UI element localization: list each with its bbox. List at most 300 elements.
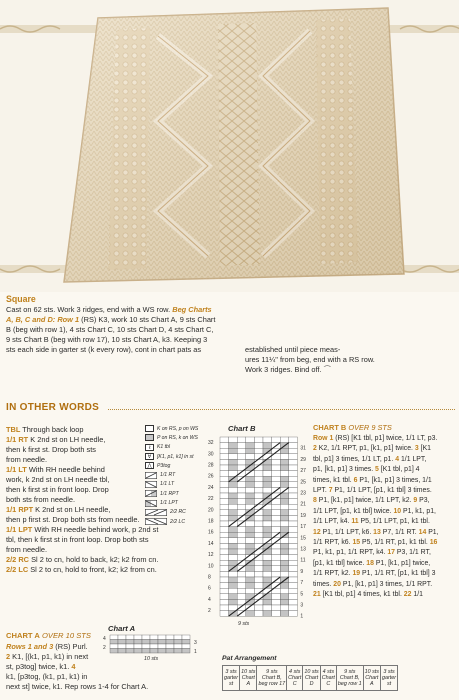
chart-b-cell	[246, 571, 255, 577]
chart-b-cell	[220, 577, 229, 583]
glossary-line: from needle.	[6, 545, 48, 554]
chart-b-cell	[254, 566, 263, 572]
glossary-entry-1-1-lpt: 1/1 LPT With RH needle behind work, p 2nd st	[6, 525, 159, 534]
chart-b-cell	[263, 476, 272, 482]
legend-item: ℓ K1 tbl	[145, 443, 198, 452]
cable-left-symbol	[145, 518, 167, 525]
chart-b-cell	[220, 605, 229, 611]
chart-b-cell	[246, 493, 255, 499]
pat-arrangement-cell: 9 sts Chart B, beg row 1	[336, 666, 363, 691]
chart-b-row-number: 6	[208, 585, 211, 592]
pat-arrangement-cell: 3 sts garter st	[381, 666, 398, 691]
chart-b-cell	[246, 459, 255, 465]
chart-b-cell	[254, 482, 263, 488]
chart-b-line: 8 P1, [k1, p1] twice, 1/1 LPT, k2. 9 P3,	[313, 497, 430, 505]
chart-b-cell	[246, 583, 255, 589]
chart-b-cell	[272, 482, 281, 488]
chart-b-cell	[220, 482, 229, 488]
chart-b-cell	[220, 566, 229, 572]
glossary-entry-2-2-rc: 2/2 RC Sl 2 to cn, hold to back, k2; k2 from cn.	[6, 555, 159, 564]
chart-b-cell	[254, 577, 263, 583]
chart-b-cell	[289, 543, 298, 549]
chart-b-cell	[280, 583, 289, 589]
chart-b-cell	[220, 454, 229, 460]
in-other-words-heading: IN OTHER WORDS	[6, 402, 100, 413]
pat-arrangement-cell: 4 sts Chart C	[320, 666, 336, 691]
chart-b-cell	[220, 571, 229, 577]
chart-b-cell	[220, 437, 229, 443]
chart-b-cell	[280, 560, 289, 566]
chart-b-cell	[229, 577, 238, 583]
chart-b-line: P1, k1, p1, 1/1 RPT, k4. 17 P3, 1/1 RT,	[313, 549, 431, 557]
chart-b-cell	[229, 571, 238, 577]
chart-b-row-number: 32	[208, 440, 214, 447]
chart-b-cell	[229, 605, 238, 611]
chart-b-cell	[289, 566, 298, 572]
chart-b-line: 1/1 RPT, k2. 19 P1, 1/1 RT, [p1, k1 tbl] 3	[313, 570, 436, 578]
chart-b-line: 1/1 RPT, k6. 15 P5, 1/1 RT, p1, k1 tbl. 16	[313, 539, 438, 547]
chart-b-cell	[263, 443, 272, 449]
chart-b-cell	[254, 476, 263, 482]
instruction-line: sts each side in garter st (k every row), cont in chart pats as	[6, 345, 202, 354]
legend-item: ⋀ P3tog	[145, 461, 198, 470]
chart-b-line: p1, [k1, p1] 3 times. 5 [K1 tbl, p1] 4	[313, 466, 420, 474]
chart-b-cell	[289, 499, 298, 505]
chart-b-cell	[263, 504, 272, 510]
p3tog-symbol: ⋀	[145, 462, 154, 469]
glossary-line: from needle.	[6, 455, 48, 464]
chart-b-cell	[272, 571, 281, 577]
chart-a-width-label: 10 sts	[144, 656, 159, 662]
chart-b-cell	[246, 577, 255, 583]
chart-b-cell	[280, 594, 289, 600]
chart-b-cell	[272, 476, 281, 482]
chart-b-cell	[220, 443, 229, 449]
increase-symbol: ∀	[145, 453, 154, 460]
chart-b-cell	[280, 555, 289, 561]
chart-b-cell	[220, 499, 229, 505]
chart-b-cell	[289, 448, 298, 454]
legend-item: 1/1 LT	[145, 480, 198, 489]
chart-b-cell	[280, 571, 289, 577]
chart-b-row-number: 5	[300, 591, 304, 598]
chart-b-cell	[220, 487, 229, 493]
chart-b-cell	[272, 527, 281, 533]
knitted-square-image	[58, 6, 408, 286]
chart-b-cell	[237, 499, 246, 505]
chart-b-title: Chart B	[228, 424, 256, 433]
pat-arrangement-cell: 10 sts Chart D	[303, 666, 320, 691]
legend-item: K on RS, p on WS	[145, 424, 198, 433]
chart-b-cell	[229, 527, 238, 533]
chart-b-cell	[246, 611, 255, 617]
chart-b-cell	[263, 549, 272, 555]
glossary-entry-1-1-rpt: 1/1 RPT K 2nd st on LH needle,	[6, 505, 111, 514]
chart-a-heading: CHART A OVER 10 STS	[6, 631, 91, 640]
chart-b-cell	[220, 583, 229, 589]
chart-b-cell	[263, 471, 272, 477]
chart-b-line: 1/1 LPT, k4. 11 P5, 1/1 LPT, p1, k1 tbl.	[313, 518, 430, 526]
glossary-line: then k first st. Drop both sts	[6, 445, 96, 454]
k1-tbl-symbol: ℓ	[145, 444, 154, 451]
chart-b-cell	[280, 543, 289, 549]
chart-b-cell	[220, 532, 229, 538]
chart-b-cell	[289, 594, 298, 600]
chart-b-cell	[246, 527, 255, 533]
chart-b-cell	[254, 532, 263, 538]
chart-b-cell	[289, 515, 298, 521]
chart-b-cell	[237, 538, 246, 544]
section-divider	[108, 409, 455, 410]
right-purl-twist-symbol	[145, 490, 157, 497]
glossary-entry-1-1-rt: 1/1 RT K 2nd st on LH needle,	[6, 435, 106, 444]
chart-a-line: 2 K1, [(k1, p1, k1) in next	[6, 652, 89, 661]
chart-b-line: tbl, p1] 3 times, 1/1 LT, p1. 4 1/1 LPT,	[313, 455, 427, 463]
chart-b-cell	[220, 611, 229, 617]
chart-b-cell	[254, 515, 263, 521]
chart-b-cell	[280, 605, 289, 611]
chart-b-cell	[263, 599, 272, 605]
chart-b-cell	[246, 454, 255, 460]
legend-item: 2/2 LC	[145, 517, 198, 526]
chart-a-line: Rows 1 and 3 (RS) Purl.	[6, 642, 88, 651]
chart-b-cell	[280, 448, 289, 454]
chart-b-line: 21 [K1 tbl, p1] 4 times, k1 tbl. 22 1/1	[313, 591, 423, 599]
chart-b-row-number: 18	[208, 518, 214, 525]
chart-b-cell	[246, 476, 255, 482]
glossary-line: both sts from needle.	[6, 495, 76, 504]
chart-b-cell	[220, 459, 229, 465]
chart-b-cell	[289, 555, 298, 561]
chart-a-cell	[126, 635, 134, 640]
chart-b-row-number: 16	[208, 529, 214, 536]
chart-b-cell	[246, 482, 255, 488]
chart-b-row-number: 30	[208, 451, 214, 458]
chart-b-cell	[237, 588, 246, 594]
chart-b-cell	[263, 605, 272, 611]
chart-a-cell	[118, 635, 126, 640]
chart-b-cell	[237, 454, 246, 460]
chart-b-cell	[237, 487, 246, 493]
chart-b-cell	[280, 476, 289, 482]
chart-b-cell	[229, 493, 238, 499]
chart-b-cell	[229, 487, 238, 493]
chart-b-cell	[289, 482, 298, 488]
legend-item: P on RS, k on WS	[145, 433, 198, 442]
chart-b-cell	[272, 521, 281, 527]
chart-b-cell	[280, 471, 289, 477]
chart-b-cell	[289, 538, 298, 544]
chart-b-heading: CHART B OVER 9 STS	[313, 423, 392, 432]
chart-b-cell	[254, 448, 263, 454]
chart-b-cell	[254, 549, 263, 555]
chart-b-cell	[289, 521, 298, 527]
chart-b-cell	[237, 493, 246, 499]
chart-b-row-number: 29	[300, 456, 306, 463]
chart-b-cell	[289, 599, 298, 605]
chart-b-cell	[280, 521, 289, 527]
glossary-entry-2-2-lc: 2/2 LC Sl 2 to cn, hold to front, k2; k2 from cn.	[6, 565, 157, 574]
chart-b-cell	[263, 482, 272, 488]
chart-b-cell	[220, 471, 229, 477]
chart-b-cell	[263, 532, 272, 538]
chart-b-cell	[229, 465, 238, 471]
chart-b-cell	[237, 504, 246, 510]
chart-b-cell	[272, 611, 281, 617]
chart-b-cell	[220, 510, 229, 516]
instruction-line: ures 11¼" from beg, end with a RS row.	[245, 355, 375, 364]
chart-b-cell	[229, 437, 238, 443]
chart-b-cell	[237, 459, 246, 465]
chart-b-cell	[254, 538, 263, 544]
chart-b-cell	[229, 443, 238, 449]
chart-b-cell	[229, 538, 238, 544]
chart-b-cell	[254, 527, 263, 533]
chart-b-cell	[237, 594, 246, 600]
chart-b-row-number: 21	[300, 501, 306, 508]
chart-b-cell	[289, 476, 298, 482]
chart-b-row-number: 22	[208, 496, 214, 503]
chart-b-cell	[220, 599, 229, 605]
chart-b-cell	[272, 510, 281, 516]
chart-b-cell	[272, 459, 281, 465]
legend-item: 2/2 RC	[145, 508, 198, 517]
chart-b-cell	[229, 549, 238, 555]
chart-b-cell	[280, 527, 289, 533]
pat-arrangement-cell: 10 sts Chart A	[240, 666, 257, 691]
chart-b-cell	[263, 437, 272, 443]
legend-item: 1/1 RT	[145, 470, 198, 479]
chart-b-cell	[263, 465, 272, 471]
chart-b-cell	[263, 566, 272, 572]
chart-b-cell	[237, 527, 246, 533]
chart-b-cell	[220, 538, 229, 544]
chart-b-row-number: 28	[208, 462, 214, 469]
chart-b-cell	[289, 577, 298, 583]
cable-right-symbol	[145, 509, 167, 516]
chart-b-cell	[280, 611, 289, 617]
chart-b-cell	[272, 465, 281, 471]
chart-b-row-number: 20	[208, 507, 214, 514]
chart-b-line: Row 1 (RS) [K1 tbl, p1] twice, 1/1 LT, p3.	[313, 435, 438, 442]
chart-b-cell	[272, 594, 281, 600]
chart-b-cell	[220, 555, 229, 561]
chart-a-cell	[158, 635, 166, 640]
chart-b-cell	[254, 560, 263, 566]
chart-b-cell	[246, 566, 255, 572]
chart-b-cell	[246, 521, 255, 527]
purl-symbol	[145, 434, 154, 441]
glossary-entry-1-1-lt: 1/1 LT With RH needle behind	[6, 465, 105, 474]
chart-b-cell	[289, 510, 298, 516]
chart-b-cell	[229, 599, 238, 605]
chart-a-row-2: 2	[103, 645, 106, 651]
glossary-entry-tbl: TBL Through back loop	[6, 425, 84, 434]
chart-b-cell	[289, 487, 298, 493]
chart-b-cell	[289, 471, 298, 477]
chart-b-row-number: 13	[300, 546, 306, 553]
chart-b-cell	[289, 588, 298, 594]
chart-b-cell	[237, 571, 246, 577]
chart-b-cell	[237, 532, 246, 538]
chart-b-cell	[280, 504, 289, 510]
stitch-key	[145, 424, 198, 526]
pat-arrangement-cell: 3 sts garter st	[223, 666, 240, 691]
chart-b-cell	[246, 549, 255, 555]
chart-b-cell	[254, 443, 263, 449]
glossary-line: then k first st in front loop. Drop	[6, 485, 109, 494]
chart-a-cell	[174, 635, 182, 640]
glossary-line: work, k 2nd st on LH needle tbl,	[6, 475, 110, 484]
chart-b-cell	[272, 504, 281, 510]
chart-b-cell	[289, 583, 298, 589]
chart-b-cell	[220, 588, 229, 594]
chart-b-cell	[280, 459, 289, 465]
chart-b-cell	[220, 504, 229, 510]
knit-symbol	[145, 425, 154, 432]
chart-b-row-number: 11	[300, 557, 306, 564]
chart-b-cell	[254, 459, 263, 465]
chart-b-row-number: 26	[208, 473, 214, 480]
chart-b-cell	[246, 499, 255, 505]
chart-b-cell	[254, 504, 263, 510]
chart-b-line: times, k1 tbl. 6 P1, [k1, p1] 3 times, 1/1	[313, 476, 432, 484]
chart-b-row-number: 9	[300, 568, 304, 575]
left-purl-twist-symbol	[145, 500, 157, 507]
chart-b-cell	[254, 583, 263, 589]
chart-b-cell	[263, 521, 272, 527]
chart-b-cell	[263, 515, 272, 521]
chart-b-cell	[246, 437, 255, 443]
chart-b-cell	[254, 611, 263, 617]
legend-item: ∀ [K1, p1, k1] in st	[145, 452, 198, 461]
chart-b-cell	[289, 605, 298, 611]
chart-b-cell	[229, 583, 238, 589]
chart-b-cell	[280, 510, 289, 516]
chart-a-cell	[166, 635, 174, 640]
chart-b-cell	[246, 448, 255, 454]
chart-b-cell	[263, 571, 272, 577]
chart-a-line: st, p3tog] twice, k1. 4	[6, 662, 76, 671]
instruction-line: B (beg with row 1), 4 sts Chart C, 10 sts Chart D, 4 sts Chart C,	[6, 325, 214, 334]
chart-b-cell	[254, 605, 263, 611]
instruction-line: A, B, C and D: Row 1 (RS) K3, work 10 sts Chart A, 9 sts Chart	[6, 315, 216, 324]
chart-b-cell	[220, 560, 229, 566]
chart-b-cell	[237, 482, 246, 488]
chart-b-cell	[280, 515, 289, 521]
pat-arrangement-cell: 4 sts Chart C	[287, 666, 303, 691]
chart-b-row-number: 2	[208, 608, 211, 615]
chart-b-cell	[237, 443, 246, 449]
chart-b-cell	[280, 566, 289, 572]
chart-b-row-number: 4	[208, 596, 211, 603]
instruction-line: established until piece meas-	[245, 345, 341, 354]
chart-b-row-number: 24	[208, 484, 214, 491]
chart-b-cell	[289, 459, 298, 465]
chart-b-cell	[289, 549, 298, 555]
pat-arrangement-cell: 9 sts Chart B, beg row 17	[257, 666, 287, 691]
chart-b-cell	[229, 515, 238, 521]
chart-b-line: LPT. 7 P1, 1/1 LPT, [p1, k1 tbl] 3 times.	[313, 487, 432, 495]
chart-b-cell	[229, 510, 238, 516]
chart-a-line: k1, [p3tog, (k1, p1, k1) in	[6, 672, 88, 681]
chart-b-cell	[263, 527, 272, 533]
chart-b-cell	[280, 499, 289, 505]
chart-b-cell	[237, 577, 246, 583]
chart-b-width-label: 9 sts	[238, 621, 250, 627]
chart-b-cell	[280, 437, 289, 443]
chart-b-cell	[220, 465, 229, 471]
chart-b-cell	[263, 611, 272, 617]
chart-b-cell	[220, 515, 229, 521]
chart-a-cell	[150, 635, 158, 640]
instruction-line: 9 sts Chart B (beg with row 17), 10 sts Chart A, k3. Keeping 3	[6, 335, 208, 344]
chart-b-row-number: 27	[300, 468, 306, 475]
square-instructions-col1	[6, 305, 236, 355]
chart-b-cell	[229, 560, 238, 566]
chart-b-cell	[263, 510, 272, 516]
chart-b-cell	[246, 538, 255, 544]
chart-b-cell	[246, 487, 255, 493]
chart-b-cell	[280, 482, 289, 488]
chart-a-cell	[110, 635, 118, 640]
chart-b-cell	[289, 465, 298, 471]
chart-b-cell	[289, 504, 298, 510]
chart-b-cell	[229, 482, 238, 488]
chart-b-cell	[272, 515, 281, 521]
chart-b-line: 2 K2, 1/1 RPT, p1, [k1, p1] twice. 3 [K1	[313, 445, 431, 453]
chart-b-cell	[289, 532, 298, 538]
square-title: Square	[6, 294, 36, 304]
square-instructions-col2	[245, 345, 455, 375]
chart-b-cell	[229, 459, 238, 465]
chart-b-row-number: 17	[300, 524, 306, 531]
chart-b-cell	[229, 588, 238, 594]
chart-b-cell	[220, 493, 229, 499]
chart-b-cell	[289, 571, 298, 577]
chart-b-row-number: 25	[300, 479, 306, 486]
chart-b-cell	[246, 594, 255, 600]
chart-b-cell	[280, 549, 289, 555]
chart-a-cell	[182, 635, 190, 640]
chart-b-row-number: 19	[300, 512, 306, 519]
chart-b-cell	[280, 454, 289, 460]
chart-b-cell	[272, 437, 281, 443]
chart-b-cell	[263, 577, 272, 583]
chart-b-line: 12 P1, 1/1 LPT, k6. 13 P7, 1/1 RT. 14 P1,	[313, 528, 439, 536]
chart-b-cell	[254, 437, 263, 443]
chart-b-row-number: 8	[208, 574, 211, 581]
chart-b-cell	[237, 549, 246, 555]
chart-b-cell	[229, 448, 238, 454]
legend-item: 1/1 LPT	[145, 498, 198, 507]
chart-b-row-number: 10	[208, 563, 214, 570]
chart-b-cell	[237, 543, 246, 549]
chart-b-cell	[254, 487, 263, 493]
chart-b-cell	[229, 555, 238, 561]
chart-b-cell	[272, 549, 281, 555]
chart-b-cell	[272, 555, 281, 561]
chart-a-cell	[134, 635, 142, 640]
chart-b-row-number: 23	[300, 490, 306, 497]
chart-b-row-number: 15	[300, 535, 306, 542]
chart-b-cell	[220, 594, 229, 600]
chart-a-row-4: 4	[103, 636, 106, 642]
chart-b-cell	[263, 487, 272, 493]
chart-b-instructions	[313, 434, 457, 601]
legend-item: 1/1 RPT	[145, 489, 198, 498]
chart-b-cell	[263, 560, 272, 566]
